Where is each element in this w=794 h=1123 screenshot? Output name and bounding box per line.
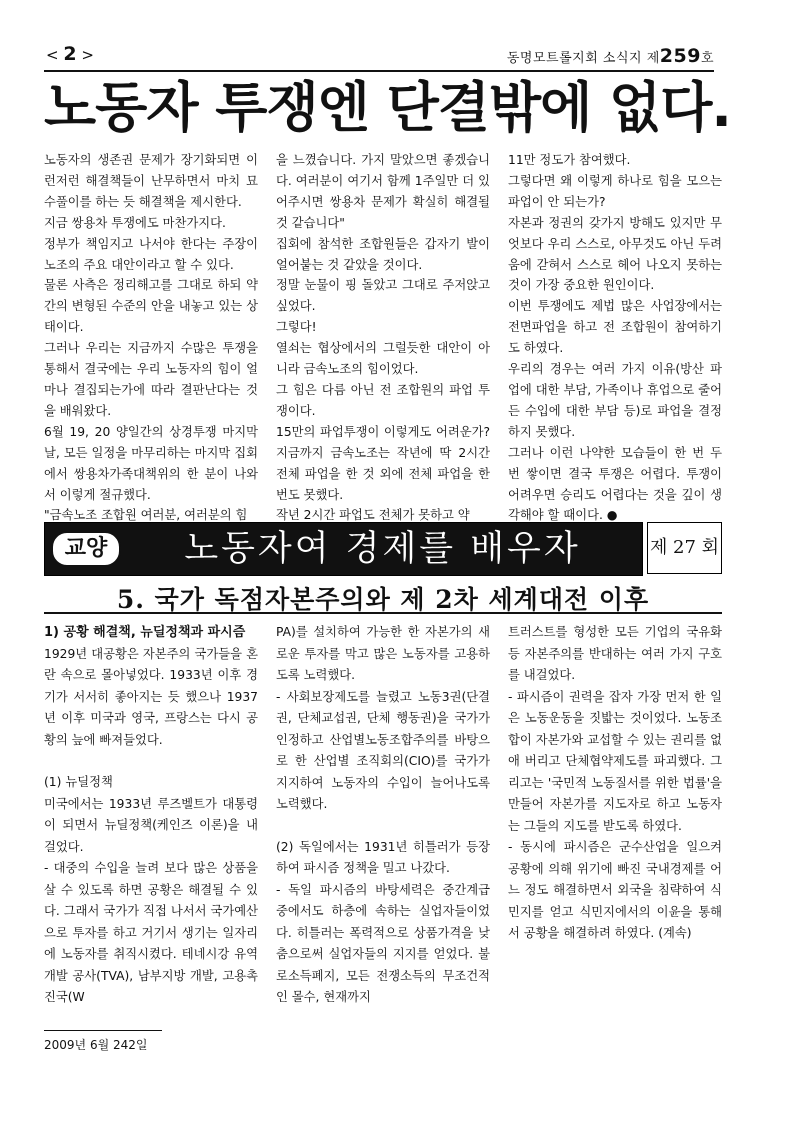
paragraph: - 파시즘이 권력을 잡자 가장 먼저 한 일은 노동운동을 짓밟는 것이었다. 노동조합이 자본가와 교섭할 수 있는 권리를 없애 버리고 단체협약제도를 파괴했다. 그리고는 '국민적 노동질서를 위한 법률'을 만들어 자본가를 지도자로 하고 노동자는 그들의 지도를 받도록 하였다. — [508, 689, 722, 833]
economics-columns — [44, 622, 722, 1022]
paragraph: 1929년 대공황은 자본주의 국가들을 혼란 속으로 몰아넣었다. 1933년 이후 경기가 서서히 좋아지는 듯 했으나 1937년 이후 미국과 영국, 프랑스는 다시 공황의 늪에 빠져들었다. — [44, 646, 258, 747]
paragraph: 그렇다면 왜 이렇게 하나로 힘을 모으는 파업이 안 되는가? — [508, 173, 722, 209]
paragraph: 11만 정도가 참여했다. — [508, 153, 631, 167]
paragraph: 열쇠는 협상에서의 그럴듯한 대안이 아니라 금속노조의 힘이었다. — [276, 341, 490, 377]
paragraph: PA)를 설치하여 가능한 한 자본가의 새로운 투자를 막고 많은 노동자를 고용하도록 노력했다. — [276, 625, 490, 682]
paragraph: 정말 눈물이 핑 돌았고 그대로 주저앉고 싶었다. — [276, 278, 490, 314]
paragraph: 그러나 우리는 지금까지 수많은 투쟁을 통해서 결국에는 우리 노동자의 힘이 얼마나 결집되는가에 따라 결판난다는 것을 배워왔다. — [44, 341, 258, 418]
paragraph: - 사회보장제도를 늘렸고 노동3권(단결권, 단체교섭권, 단체 행동권)을 국가가 인정하고 산업별노동조합주의를 바탕으로 한 산업별 조직회의(CIO)를 국가가 지지하여 노동자의 수입이 늘어나도록 노력했다. — [276, 689, 490, 811]
article-column-2 — [276, 150, 490, 523]
paragraph: 6월 19, 20 양일간의 상경투쟁 마지막 날, 모든 일정을 마무리하는 마지막 집회에서 쌍용차가족대책위의 한 분이 나와서 이렇게 절규했다. — [44, 424, 258, 502]
paragraph: 정부가 책임지고 나서야 한다는 주장이 노조의 주요 대안이라고 할 수 있다. — [44, 236, 258, 272]
paragraph: 지금 쌍용차 투쟁에도 마찬가지다. — [44, 215, 226, 230]
section-title: 5. 국가 독점자본주의와 제 2차 세계대전 이후 — [116, 585, 650, 614]
footer-divider — [44, 1030, 162, 1031]
category-badge: 교양 — [51, 531, 121, 567]
article-columns — [44, 150, 722, 523]
paragraph: 그 힘은 다름 아닌 전 조합원의 파업 투쟁이다. — [276, 382, 490, 418]
paragraph: 이번 투쟁에도 제법 많은 사업장에서는 전면파업을 하고 전 조합원이 참여하기도 하였다. — [508, 299, 722, 356]
paragraph: 우리의 경우는 여러 가지 이유(방산 파업에 대한 부담, 가족이나 휴업으로 줄어든 수입에 대한 부담 등)로 파업을 결정하지 못했다. — [508, 362, 722, 439]
episode-number: 제 27 회 — [647, 522, 722, 574]
subsection-title: (1) 뉴딜정책 — [44, 775, 113, 789]
headline: 노동자 투쟁엔 단결밖에 없다. — [44, 76, 731, 139]
series-title: 노동자여 경제를 배우자 — [184, 529, 581, 569]
newsletter-issue: 동명모트롤지회 소식지 제259호 — [506, 45, 714, 67]
paragraph: 노동자의 생존권 문제가 장기화되면 이런저런 해결책들이 난무하면서 마치 묘수풀이를 하는 듯 해결책을 제시한다. — [44, 153, 258, 209]
paragraph: - 대중의 수입을 늘려 보다 많은 상품을 살 수 있도록 하면 공황은 해결될 수 있다. 그래서 국가가 직접 나서서 국가예산으로 투자를 하고 거기서 생기는 일자리에 노동자를 취직시켰다. 테네시강 유역개발 공사(TVA), 남부지방 개발, 고용촉진국(W — [44, 861, 258, 1004]
article-column-3 — [508, 150, 722, 523]
paragraph: - 동시에 파시즘은 군수산업을 일으켜 공황에 의해 위기에 빠진 국내경제를 어느 정도 해결하면서 외국을 침략하여 식민지를 얻고 식민지에서의 이윤을 통해서 공황을 해결하려 하였다. (계속) — [508, 840, 722, 940]
paragraph: 작년 2시간 파업도 전체가 못하고 약 — [276, 508, 470, 523]
paragraph: 물론 사측은 정리해고를 그대로 하되 약간의 변형된 수준의 안을 내놓고 있는 상태이다. — [44, 278, 258, 335]
economics-column-2 — [276, 622, 490, 1022]
paragraph: - 독일 파시즘의 바탕세력은 중간계급 중에서도 하층에 속하는 실업자들이었다. 히틀러는 폭력적으로 상품가격을 낮춤으로써 실업자들의 지지를 얻었다. 불로소득폐지, 모든 전쟁소득의 무조건적인 몰수, 현재까지 — [276, 882, 490, 1004]
series-banner — [44, 522, 722, 576]
article-column-1 — [44, 150, 258, 523]
subsection-title: (2) 독일에서는 1931년 히틀러가 등장하여 파시즘 정책을 밀고 나갔다. — [276, 839, 490, 875]
subsection-title: 1) 공황 해결책, 뉴딜정책과 파시즘 — [44, 625, 246, 640]
paragraph: 그렇다! — [276, 320, 317, 335]
footer-date: 2009년 6월 242일 — [44, 1038, 148, 1052]
series-title-box — [44, 522, 643, 576]
header-divider — [44, 70, 714, 72]
paragraph: 그러나 이런 나약한 모습들이 한 번 두 번 쌓이면 결국 투쟁은 어렵다. 투쟁이 어려우면 승리도 어렵다는 것을 깊이 생각해야 할 때이다. ● — [508, 445, 722, 523]
section-divider — [44, 612, 722, 614]
economics-column-3 — [508, 622, 722, 1022]
economics-column-1 — [44, 622, 258, 1022]
paragraph: 자본과 정권의 갖가지 방해도 있지만 무엇보다 우리 스스로, 아무것도 아닌 두려움에 갇혀서 스스로 헤어 나오지 못하는 것이 가장 중요한 원인이다. — [508, 215, 722, 293]
paragraph: 15만의 파업투쟁이 이렇게도 어려운가? 지금까지 금속노조는 작년에 딱 2시간 전체 파업을 한 것 외에 전체 파업을 한 번도 못했다. — [276, 424, 490, 502]
paragraph: 집회에 참석한 조합원들은 갑자기 발이 얼어붙는 것 같았을 것이다. — [276, 236, 490, 272]
paragraph: 을 느꼈습니다. 가지 말았으면 좋겠습니다. 여러분이 여기서 함께 1주일만 더 있어주시면 쌍용차 문제가 확실히 해결될 것 같습니다" — [276, 153, 490, 230]
page-number: < 2 > — [46, 43, 94, 65]
paragraph: 미국에서는 1933년 루즈벨트가 대통령이 되면서 뉴딜정책(케인즈 이론)을 내 걸었다. — [44, 796, 258, 854]
paragraph: "금속노조 조합원 여러분, 여러분의 힘 — [44, 508, 248, 523]
paragraph: 트러스트를 형성한 모든 기업의 국유화 등 자본주의를 반대하는 여러 가지 구호를 내걸었다. — [508, 625, 722, 682]
